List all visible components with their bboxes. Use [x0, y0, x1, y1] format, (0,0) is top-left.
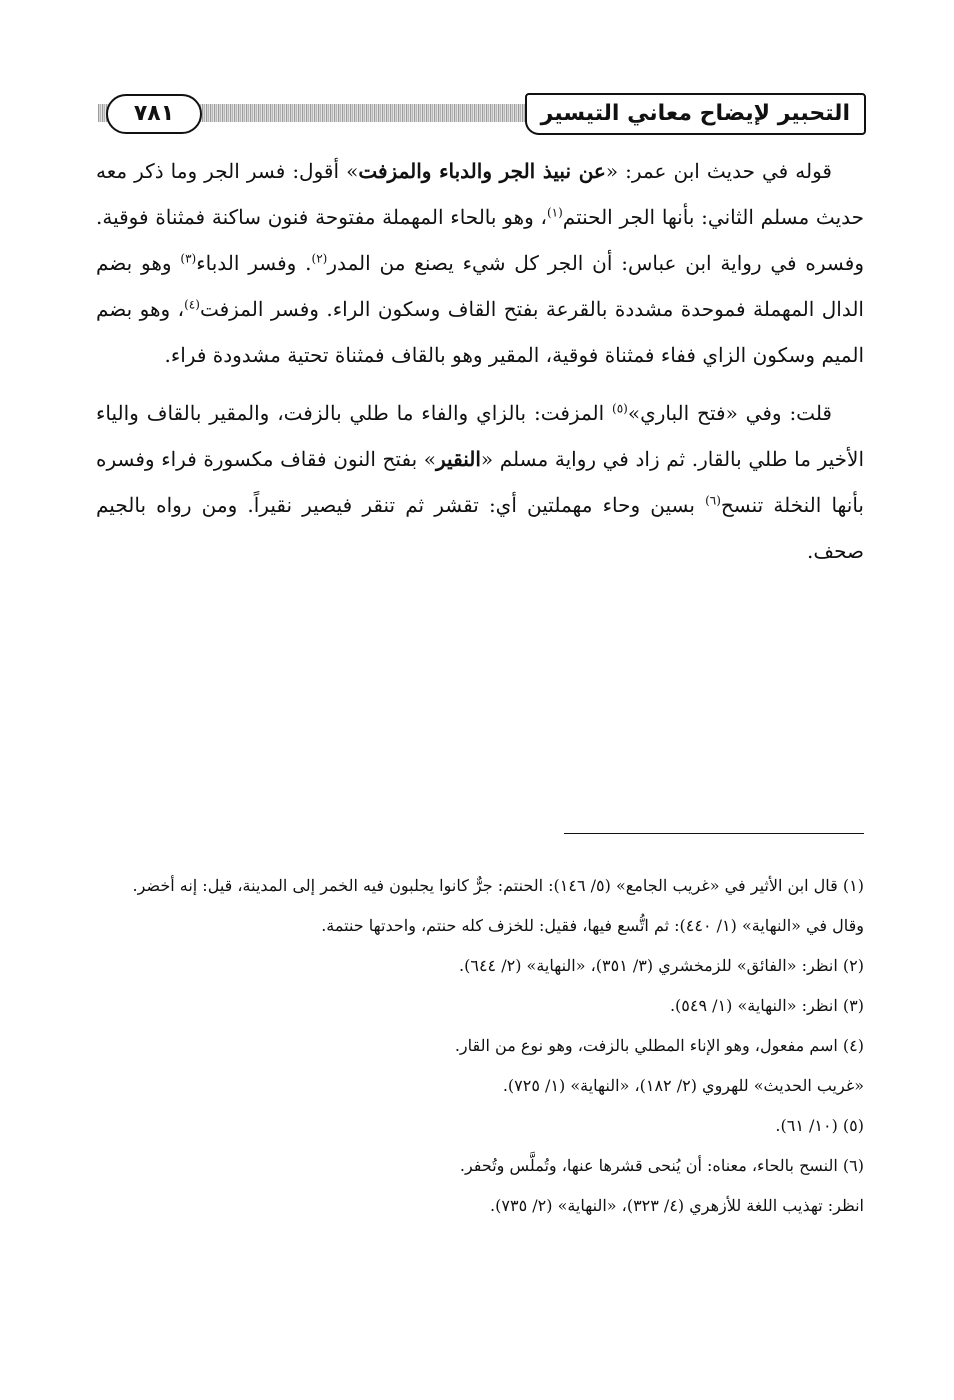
- footnote-ref-3: (٣): [180, 251, 197, 266]
- quoted-hadith-text: عن نبيذ الجر والدباء والمزفت: [358, 159, 606, 183]
- paragraph-2: قلت: وفي «فتح الباري»$^{(٥)}$ المزفت: بالزاي والفاء ما طلي بالزفت، والمقير بالقاف والياء الأخير ما طلي بالقار. ثم زاد في رواية مسلم «النقير» بفتح النون فقاف مكسورة فراء وفسره بأنها النخلة تنسح$^{(٦)}$ بسين وحاء مهملتين أي: تقشر ثم تنقر فيصير نقيراً. ومن رواه بالجيم صحف.: [96, 401, 865, 563]
- paragraph-1: قوله في حديث ابن عمر: «عن نبيذ الجر والدباء والمزفت» أقول: فسر الجر وما ذكر معه حديث مسلم الثاني: بأنها الجر الحنتم$^{(١)}$، وهو بالحاء المهملة مفتوحة فنون ساكنة فمثناة فوقية. وفسره في رواية ابن عباس: أن الجر كل شيء يصنع من المدر$^{(٢)}$. وفسر الدباء$^{(٣)}$ وهو بضم الدال المهملة فموحدة مشددة بالقرعة بفتح القاف وسكون الراء. وفسر المزفت$^{(٤)}$، وهو بضم الميم وسكون الزاي ففاء فمثناة فوقية، المقير وهو بالقاف فمثناة تحتية مشدودة فراء.: [96, 159, 864, 367]
- book-title: التحبير لإيضاح معاني التيسير: [525, 93, 866, 135]
- footnote-ref-1: (١): [546, 205, 563, 220]
- footnote-6-continued: انظر: تهذيب اللغة للأزهري (٤/ ٣٢٣)، «النهاية» (٢/ ٧٣٥).: [490, 1196, 864, 1215]
- footnote-5: (٥) (١٠/ ٦١).: [775, 1116, 864, 1135]
- footnote-ref-6: (٦): [705, 493, 721, 508]
- footnote-1: (١) قال ابن الأثير في «غريب الجامع» (٥/ ١٤٦): الحنتم: جرٌّ كانوا يجلبون فيه الخمر إلى المدينة، قيل: إنه أخضر.: [132, 876, 864, 895]
- footnote-separator: [564, 833, 864, 834]
- footnote-4: (٤) اسم مفعول، وهو الإناء المطلي بالزفت، وهو نوع من القار.: [454, 1036, 864, 1055]
- footnote-6: (٦) النسح بالحاء، معناه: أن يُنحى قشرها عنها، وتُملَّس وتُحفر.: [459, 1156, 864, 1175]
- footnote-3: (٣) انظر: «النهاية» (١/ ٥٤٩).: [669, 996, 864, 1015]
- footnote-4-continued: «غريب الحديث» للهروي (٢/ ١٨٢)، «النهاية» (١/ ٧٢٥).: [502, 1076, 864, 1095]
- page-number: ٧٨١: [106, 94, 202, 134]
- footnote-1-continued: وقال في «النهاية» (١/ ٤٤٠): ثم اتُّسع فيها، فقيل: للخزف كله حنتم، واحدتها حنتمة.: [321, 916, 864, 935]
- running-header: [98, 92, 866, 136]
- quoted-word-naqir: النقير: [436, 447, 481, 471]
- main-text: [96, 148, 864, 574]
- footnote-2: (٢) انظر: «الفائق» للزمخشري (٣/ ٣٥١)، «النهاية» (٢/ ٦٤٤).: [459, 956, 864, 975]
- footnote-ref-5: (٥): [612, 401, 628, 416]
- footnote-ref-4: (٤): [184, 297, 200, 312]
- footnote-ref-2: (٢): [311, 251, 328, 266]
- footnotes: [96, 866, 864, 1226]
